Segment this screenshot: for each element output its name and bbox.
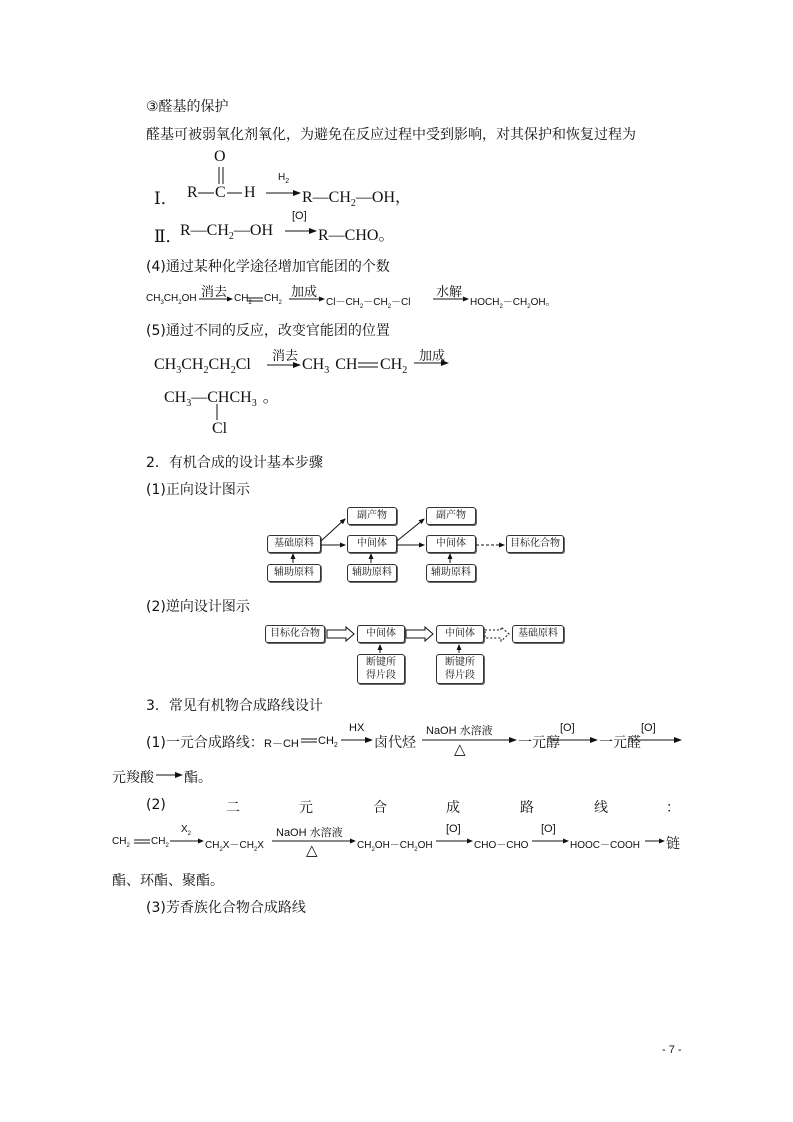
reactant-alcohol: $R—CH_2—OH$	[180, 222, 274, 243]
section-heading-increase-groups: (4)通过某种化学途径增加官能团的个数	[146, 259, 390, 275]
step-addition: 加成	[291, 285, 318, 300]
route1-ester: 酯。	[184, 770, 212, 786]
box-target-compound: 目标化合物	[506, 535, 564, 553]
box-rev-fragment-1: 断键所 得片段	[357, 654, 405, 684]
box-intermediate-2: 中间体	[426, 535, 476, 553]
route1-reagent-oxidant-2: [O]	[641, 722, 656, 734]
equation-ii-label: Ⅱ．	[154, 227, 183, 246]
carbon-atom: C	[215, 184, 226, 201]
route2-label-3: 元	[299, 800, 313, 816]
box-rev-base-material: 基础原料	[512, 625, 564, 643]
propene-left: $CH_3$ CH	[302, 356, 358, 377]
box-rev-intermediate-2: 中间体	[436, 625, 484, 643]
ethylene-glycol: $HOCH_2-CH_2OH$。	[470, 297, 556, 310]
box-base-material: 基础原料	[267, 535, 321, 553]
route2-diacid: HOOC－COOH	[570, 840, 640, 851]
route2-line-end: 链	[666, 836, 680, 852]
step-elimination: 消去	[201, 285, 228, 300]
route2-reagent-x2: $X_2$	[181, 824, 192, 837]
box-rev-target-compound: 目标化合物	[265, 625, 325, 643]
1-chloropropane: $CH_3CH_2CH_2Cl$	[154, 356, 251, 377]
box-rev-fragment-2: 断键所 得片段	[436, 654, 484, 684]
route1-aldehyde: 一元醛	[599, 735, 641, 751]
route2-label-8: ：	[666, 800, 680, 816]
equation-i-label: Ⅰ．	[154, 189, 178, 208]
route2-heat-symbol: △	[306, 843, 318, 859]
route2-label-6: 路	[520, 800, 534, 816]
route2-label-5: 成	[446, 800, 460, 816]
box-aux-material-2: 辅助原料	[347, 564, 397, 582]
reverse-design-title: (2)逆向设计图示	[146, 599, 250, 615]
paragraph-aldehyde-intro: 醛基可被弱氧化剂氧化，为避免在反应过程中受到影响，对其保护和恢复过程为	[146, 127, 636, 143]
box-rev-intermediate-1: 中间体	[357, 625, 405, 643]
route1-alkene-left: R－CH	[264, 738, 299, 750]
route2-dialdehyde: CHO－CHO	[474, 840, 529, 851]
propene-right: $CH_2$	[380, 356, 408, 377]
section-heading-aldehyde-protection: ③醛基的保护	[146, 99, 229, 115]
box-intermediate-1: 中间体	[347, 535, 397, 553]
route1-carboxylic-acid: 元羧酸	[112, 770, 154, 786]
route2-label-4: 合	[373, 800, 387, 816]
reagent-oxidant: [O]	[292, 210, 307, 222]
ethanol: $CH_3CH_2OH$	[146, 293, 197, 306]
section-heading-design-steps: 2．有机合成的设计基本步骤	[146, 455, 323, 471]
fwd-arrow-base-byp1	[321, 519, 345, 541]
step-elimination-2: 消去	[272, 349, 299, 364]
2-chloropropane: $CH_3—CHCH_3$ 。	[164, 389, 279, 410]
route1-alcohol: 一元醇	[518, 735, 560, 751]
route1-reagent-oxidant-1: [O]	[560, 722, 575, 734]
route2-ethylene-left: $CH_2$	[112, 836, 130, 849]
section-heading-change-position: (5)通过不同的反应，改变官能团的位置	[146, 323, 390, 339]
route2-esters: 酯、环酯、聚酯。	[112, 873, 224, 889]
fwd-arrow-mid1-byp2	[397, 519, 424, 541]
route2-ethylene-right: $CH_2$	[151, 836, 169, 849]
step-hydrolysis: 水解	[436, 285, 463, 300]
product-aldehyde: R—CHO。	[318, 227, 395, 244]
dichloroethane: $Cl-CH_2-CH_2-Cl$	[326, 297, 411, 310]
route2-label-7: 线	[594, 800, 608, 816]
box-aux-material-3: 辅助原料	[426, 564, 476, 582]
chlorine-substituent: Cl	[212, 420, 228, 437]
route2-dihalide: $CH_2X-CH_2X$	[205, 840, 264, 853]
carbonyl-oxygen: O	[214, 148, 226, 165]
box-aux-material-1: 辅助原料	[267, 564, 321, 582]
route2-reagent-oxidant-2: [O]	[541, 823, 556, 835]
forward-design-title: (1)正向设计图示	[146, 482, 250, 498]
route1-heat-symbol: △	[454, 742, 466, 758]
route1-reagent-hx: HX	[349, 722, 365, 734]
rev-arrow-mid2-base	[485, 627, 509, 641]
box-byproduct-1: 副产物	[347, 507, 397, 525]
route3-heading: (3)芳香族化合物合成路线	[146, 900, 306, 916]
box-byproduct-2: 副产物	[426, 507, 476, 525]
page-number: - 7 -	[662, 1044, 682, 1056]
step-addition-2: 加成	[419, 349, 446, 364]
route1-reagent-naoh: NaOH 水溶液	[426, 725, 493, 737]
route1-alkene-right: $CH_2$	[318, 735, 338, 750]
rev-arrow-mid1-mid2	[406, 627, 433, 641]
section-heading-synthesis-routes: 3．常见有机物合成路线设计	[146, 698, 323, 714]
route2-reagent-oxidant-1: [O]	[446, 823, 461, 835]
route1-label: (1)一元合成路线：	[146, 735, 264, 751]
route2-label-2: 二	[226, 800, 240, 816]
reagent-h2: $H_2$	[278, 172, 290, 185]
product-alcohol: $R—CH_2—OH$，	[302, 189, 412, 210]
route2-label-1: (2)	[146, 797, 166, 813]
ethylene-left: $CH_2$	[234, 293, 252, 306]
route1-haloalkane: 卤代烃	[374, 735, 416, 751]
hydrogen-atom: H	[244, 184, 256, 201]
r-group: R	[187, 184, 198, 201]
route2-diol: $CH_2OH-CH_2OH$	[357, 840, 433, 853]
rev-arrow-target-mid1	[327, 627, 354, 641]
route2-reagent-naoh: NaOH 水溶液	[276, 827, 343, 839]
ethylene-right: $CH_2$	[264, 293, 282, 306]
